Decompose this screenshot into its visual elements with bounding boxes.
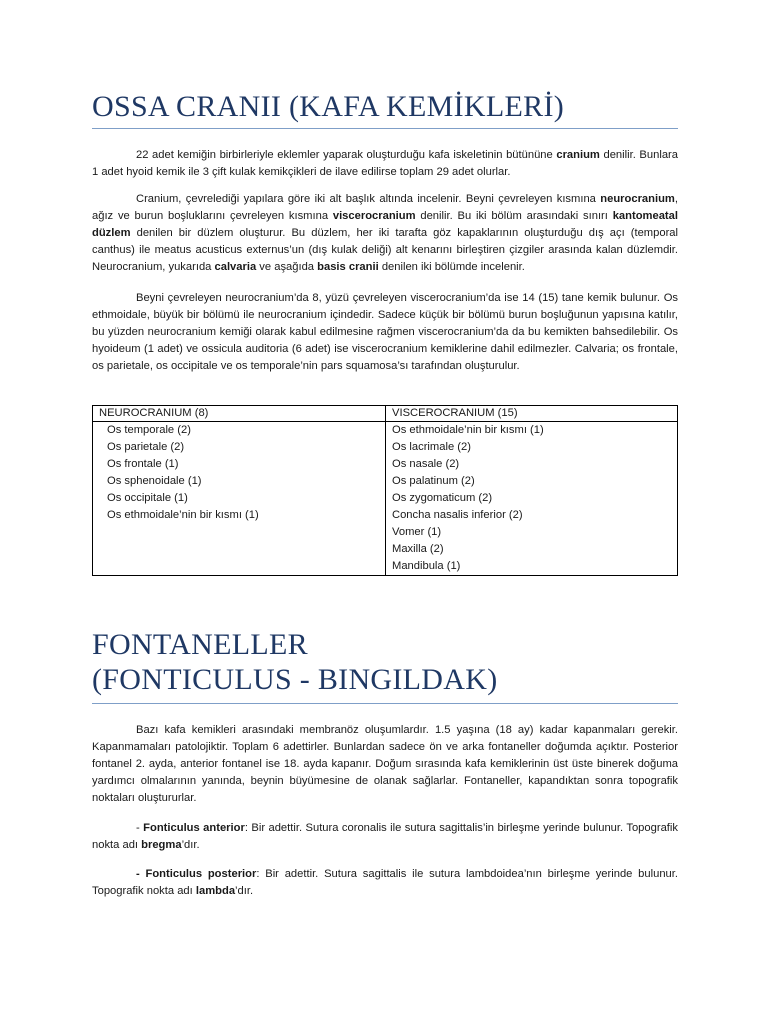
bold-term: Fonticulus anterior [143, 822, 245, 834]
bold-term: kantomeatal düzlem [92, 210, 678, 239]
table-cell-item: Maxilla (2) [392, 543, 444, 555]
paragraph-cranium-intro [92, 147, 678, 181]
table-cell-item: Os palatinum (2) [392, 475, 475, 487]
paragraph-fontanel-intro [92, 722, 678, 807]
table-cell-item: Os occipitale (1) [107, 492, 188, 504]
viscerocranium-list [386, 422, 678, 576]
title-underline [92, 703, 678, 704]
table-cell-item: Os ethmoidale’nin bir kısmı (1) [392, 424, 544, 436]
table-cell-item: Os zygomaticum (2) [392, 492, 493, 504]
text-run: Bazı kafa kemikleri arasındaki membranöz oluşumlardır. 1.5 yaşına (18 ay) kadar kapanmaları gerekir. Kapanmamaları patolojiktir. Toplam 6 adettirler. Bunlardan sadece ön ve arka fontaneller doğumda açıktır. Posterior fontanel 2. ayda, anterior fontanel ise 18. ayda kapanır. Doğum sırasında kafa kemiklerinin üst üste binerek doğuma yardımcı olmalarının yanında, beynin büyümesine de olanak sağlarlar. Fontaneller, kapandıktan sonra topografik noktaları oluştururlar. [92, 724, 678, 804]
text-run: denilir. Bu iki bölüm arasındaki sınırı [415, 210, 613, 222]
bold-term: neurocranium [600, 193, 675, 205]
table-cell-item: Os parietale (2) [107, 441, 185, 453]
bold-term: basis cranii [317, 261, 379, 273]
text-run: ve aşağıda [256, 261, 318, 273]
table-cell-item: Os nasale (2) [392, 458, 460, 470]
bold-term: - Fonticulus posterior [136, 868, 257, 880]
paragraph-fonticulus-anterior [92, 820, 678, 854]
text-run: Cranium, çevrelediği yapılara göre iki alt başlık altında incelenir. Beyni çevreleyen kısmına [136, 193, 601, 205]
text-run: 22 adet kemiğin birbirleriyle eklemler yaparak oluşturduğu kafa iskeletinin bütününe [136, 149, 557, 161]
text-run: : Bir adettir. Sutura sagittalis ile sutura lambdoidea’nın birleşme yerinde bulunur. Topografik nokta adı [92, 868, 678, 897]
table-cell-item: Vomer (1) [392, 526, 442, 538]
bold-term: calvaria [214, 261, 257, 273]
title-line-1: FONTANELLER [92, 628, 308, 661]
table-cell-item: Os frontale (1) [107, 458, 179, 470]
text-run: , ağız ve burun boşluklarını çevreleyen kısmına [92, 193, 678, 222]
bold-term: viscerocranium [332, 210, 416, 222]
table-cell-item: Os temporale (2) [107, 424, 191, 436]
text-run: denilir. Bunlara 1 adet hyoid kemik ile 3 çift kulak kemikçikleri de ilave edilirse toplam 29 adet olurlar. [92, 149, 678, 178]
section-title-fontaneller [92, 627, 678, 697]
paragraph-bone-counts [92, 290, 678, 375]
text-run: ’dır. [235, 885, 254, 897]
title-underline [92, 128, 678, 129]
table-cell-item: Os lacrimale (2) [392, 441, 471, 453]
table-cell-item: Concha nasalis inferior (2) [392, 509, 523, 521]
table-cell-item: Os ethmoidale’nin bir kısmı (1) [107, 509, 259, 521]
text-run: Beyni çevreleyen neurocranium’da 8, yüzü çevreleyen viscerocranium’da ise 14 (15) tane kemik bulunur. Os ethmoidale, büyük bir bölümü ile neurocranium içindedir. Sadece küçük bir bölümü burun boşluğunun yapısına katılır, bu yüzden neurocranium kemiği olarak kabul edilmesine rağmen viscerocranium’da da bu kemikten bahsedilebilir. Os hyoideum (1 adet) ve ossicula auditoria (6 adet) ise viscerocranium kemiklerine dahil edilmezler. Calvaria; os frontale, os parietale, os occipitale ve os temporale’nin pars squamosa’sı tarafından oluşturulur. [92, 292, 678, 372]
neurocranium-list [93, 422, 386, 576]
table-header-neurocranium: NEUROCRANIUM (8) [93, 406, 386, 422]
table-header-viscerocranium: VISCEROCRANIUM (15) [386, 406, 678, 422]
table-cell-item: Mandibula (1) [392, 560, 461, 572]
text-run: - [136, 822, 144, 834]
table-cell-item: Os sphenoidale (1) [107, 475, 202, 487]
title-line-2: (FONTICULUS - BINGILDAK) [92, 663, 498, 696]
paragraph-cranium-divisions [92, 191, 678, 276]
text-run: denilen iki bölümde incelenir. [378, 261, 525, 273]
text-run: : Bir adettir. Sutura coronalis ile sutura sagittalis’in birleşme yerinde bulunur. Topografik nokta adı [92, 822, 678, 851]
text-run: ’dır. [181, 839, 200, 851]
text-run: denilen bir düzlem oluşturur. Bu düzlem, her iki tarafta göz kapaklarının oluşturduğu dış açı (temporal canthus) ile meatus acusticus externus’un (dış kulak deliği) alt kenarını birleştiren çizgiler arasında kalan düzlemdir. Neurocranium, yukarıda [92, 227, 678, 273]
bold-term: bregma [141, 839, 182, 851]
bold-term: lambda [195, 885, 236, 897]
bones-table [92, 405, 678, 576]
paragraph-fonticulus-posterior [92, 866, 678, 900]
section-title-ossa-cranii: OSSA CRANII (KAFA KEMİKLERİ) [92, 90, 565, 123]
bold-term: cranium [556, 149, 600, 161]
